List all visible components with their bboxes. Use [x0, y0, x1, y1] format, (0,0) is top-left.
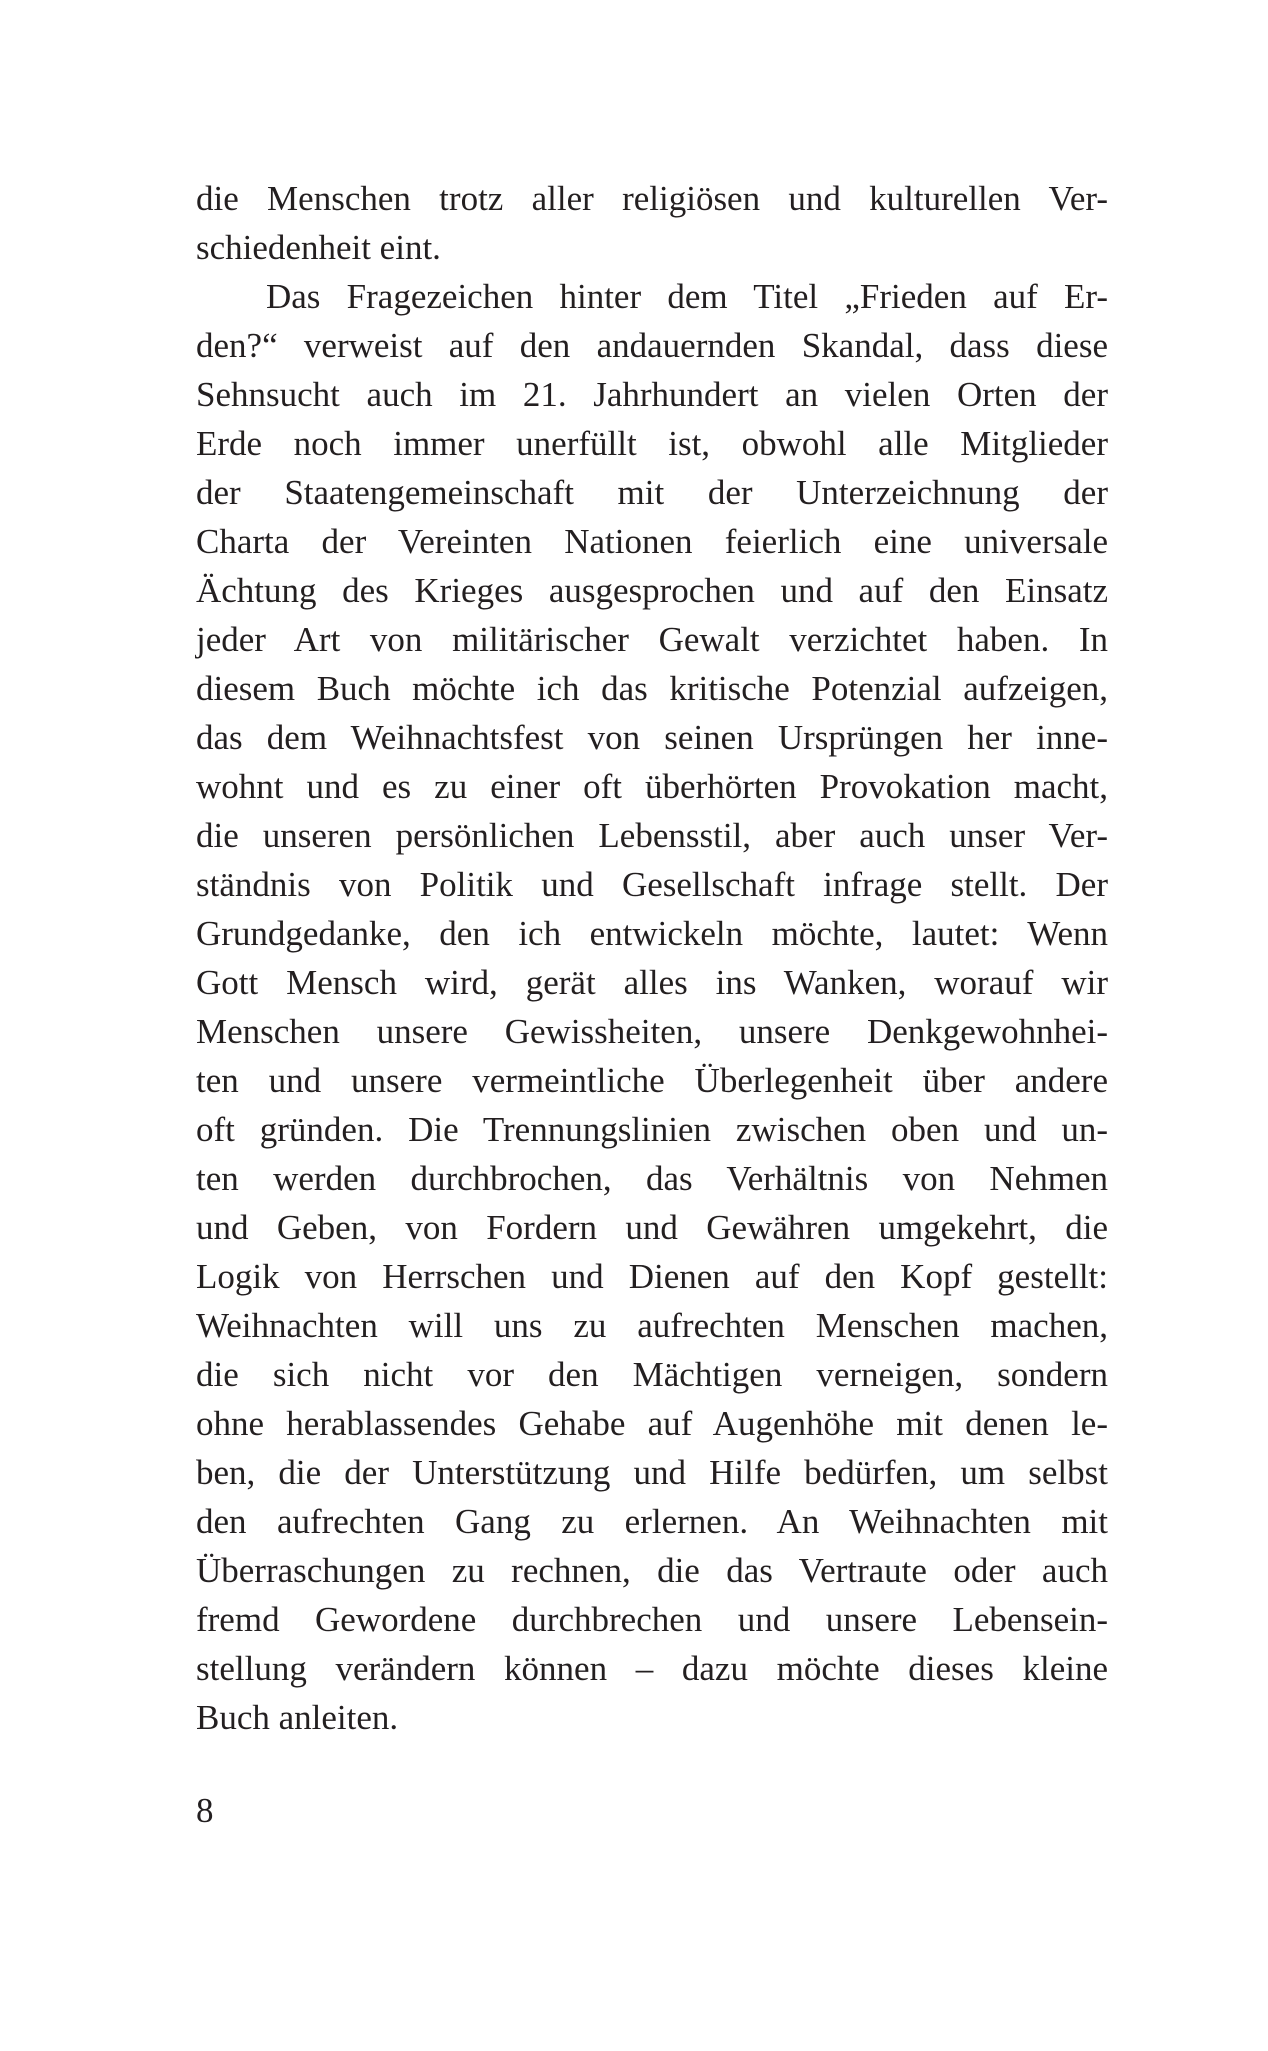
text-line: Gott Mensch wird, gerät alles ins Wanken, worauf wir — [196, 963, 1108, 1002]
text-line: und Geben, von Fordern und Gewähren umgekehrt, die — [196, 1208, 1108, 1247]
text-line: die sich nicht vor den Mächtigen verneigen, sondern — [196, 1355, 1108, 1394]
text-line: Ächtung des Krieges ausgesprochen und auf den Einsatz — [196, 571, 1108, 610]
text-line: Erde noch immer unerfüllt ist, obwohl alle Mitglieder — [196, 424, 1108, 463]
text-line: stellung verändern können – dazu möchte dieses kleine — [196, 1649, 1108, 1688]
text-line: den aufrechten Gang zu erlernen. An Weihnachten mit — [196, 1502, 1108, 1541]
text-line: oft gründen. Die Trennungslinien zwischen oben und un- — [196, 1110, 1108, 1149]
text-line: Überraschungen zu rechnen, die das Vertraute oder auch — [196, 1551, 1108, 1590]
text-line: ten und unsere vermeintliche Überlegenheit über andere — [196, 1061, 1108, 1100]
text-line: fremd Gewordene durchbrechen und unsere Lebensein- — [196, 1600, 1108, 1639]
text-line: ohne herablassendes Gehabe auf Augenhöhe mit denen le- — [196, 1404, 1108, 1443]
text-line-paragraph-start: Das Fragezeichen hinter dem Titel „Frieden auf Er- — [266, 277, 1108, 316]
text-line: ständnis von Politik und Gesellschaft infrage stellt. Der — [196, 865, 1108, 904]
text-line: jeder Art von militärischer Gewalt verzichtet haben. In — [196, 620, 1108, 659]
text-line: Sehnsucht auch im 21. Jahrhundert an vielen Orten der — [196, 375, 1108, 414]
body-text — [196, 174, 1108, 1742]
text-line: die Menschen trotz aller religiösen und kulturellen Ver- — [196, 179, 1108, 218]
text-line: diesem Buch möchte ich das kritische Potenzial aufzeigen, — [196, 669, 1108, 708]
text-line: Charta der Vereinten Nationen feierlich eine universale — [196, 522, 1108, 561]
text-line: Logik von Herrschen und Dienen auf den Kopf gestellt: — [196, 1257, 1108, 1296]
text-line: das dem Weihnachtsfest von seinen Ursprüngen her inne- — [196, 718, 1108, 757]
text-line: Weihnachten will uns zu aufrechten Menschen machen, — [196, 1306, 1108, 1345]
text-line: schiedenheit eint. — [196, 228, 441, 267]
text-line: den?“ verweist auf den andauernden Skandal, dass diese — [196, 326, 1108, 365]
text-line: der Staatengemeinschaft mit der Unterzeichnung der — [196, 473, 1108, 512]
text-line: Buch anleiten. — [196, 1698, 399, 1737]
text-line: ten werden durchbrochen, das Verhältnis von Nehmen — [196, 1159, 1108, 1198]
page-number: 8 — [196, 1791, 214, 1830]
text-line: Menschen unsere Gewissheiten, unsere Denkgewohnhei- — [196, 1012, 1108, 1051]
text-line: Grundgedanke, den ich entwickeln möchte, lautet: Wenn — [196, 914, 1108, 953]
text-line: wohnt und es zu einer oft überhörten Provokation macht, — [196, 767, 1108, 806]
text-line: ben, die der Unterstützung und Hilfe bedürfen, um selbst — [196, 1453, 1108, 1492]
text-line: die unseren persönlichen Lebensstil, aber auch unser Ver- — [196, 816, 1108, 855]
